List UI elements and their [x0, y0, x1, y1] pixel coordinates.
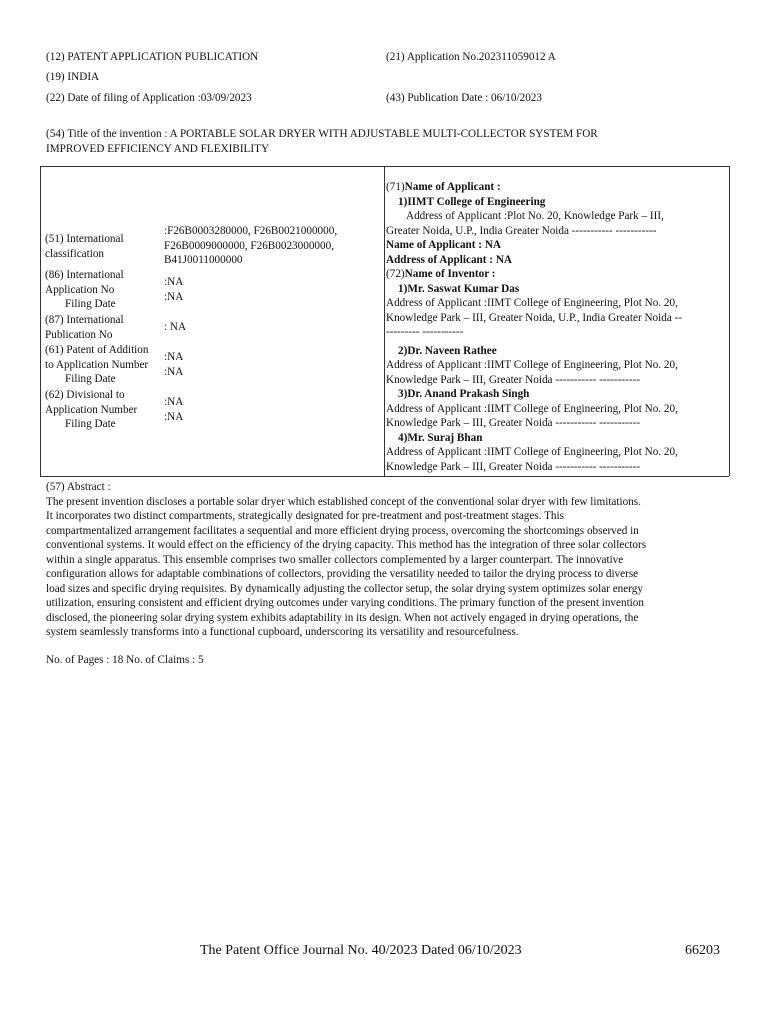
pages-claims: No. of Pages : 18 No. of Claims : 5 — [46, 654, 204, 666]
table-right-border — [729, 166, 730, 476]
applicant-name: 1)IIMT College of Engineering — [398, 195, 546, 208]
inventor-address: Address of Applicant :IIMT College of Engineering, Plot No. 20, — [386, 359, 678, 371]
field-61-value: :NA :NA — [164, 351, 184, 378]
applicant-address-na: Address of Applicant : NA — [386, 253, 512, 266]
inventor-address: Address of Applicant :IIMT College of Engineering, Plot No. 20, — [386, 446, 678, 458]
field-62-value: :NA :NA — [164, 396, 184, 423]
table-divider — [384, 166, 385, 476]
inventor-address: Address of Applicant :IIMT College of Engineering, Plot No. 20, — [386, 297, 678, 309]
inventor-address: Knowledge Park – III, Greater Noida ----------- ----------- — [386, 417, 641, 429]
inventor-name: 4)Mr. Suraj Bhan — [398, 431, 483, 444]
applicant-section: (71)Name of Applicant : 1)IIMT College of Engineering Address of Applicant :Plot No. 20, Knowledge Park – III, Greater Noida, U.P., India Greater Noida ----------- ----------- Name of Applicant : NA Address of Applicant : NA (72)Name of Inventor : 1)Mr. Saswat Kumar Das Address of Applicant :IIMT College of Engineering, Plot No. 20, Knowledge Park – III, Greater Noida, U.P., India Greater Noida -- --------- ----------- 2)Dr. Naveen Rathee Address of Applicant :IIMT College of Engineering, Plot No. 20, Knowledge Park – III, Greater Noida ----------- ----------- 3)Dr. Anand Prakash Singh Address of Applicant :IIMT College of Engineering, Plot No. 20, Knowledge Park – III, Greater Noida ----------- ----------- 4)Mr. Suraj Bhan Address of Applicant :IIMT College of Engineering, Plot No. 20, Knowledge Park – III, Greater Noida ----------- ----------- — [386, 181, 683, 473]
applicant-address-line1: Address of Applicant :Plot No. 20, Knowledge Park – III, — [406, 210, 664, 222]
table-left-border — [40, 166, 41, 476]
country: (19) INDIA — [46, 71, 100, 83]
abstract-label: (57) Abstract : — [46, 481, 111, 493]
inventor-name: 1)Mr. Saswat Kumar Das — [398, 282, 520, 295]
field-86-value: :NA :NA — [164, 276, 184, 303]
publication-type: (12) PATENT APPLICATION PUBLICATION — [46, 51, 259, 63]
inventor-address: Address of Applicant :IIMT College of Engineering, Plot No. 20, — [386, 402, 678, 415]
page-number: 66203 — [685, 943, 720, 958]
applicant-heading: Name of Applicant : — [404, 181, 501, 193]
inventor-address: Knowledge Park – III, Greater Noida ----------- ----------- — [386, 460, 641, 473]
inventor-name: 3)Dr. Anand Prakash Singh — [398, 388, 530, 400]
abstract-section: (57) Abstract : The present invention discloses a portable solar dryer which established concept of the conventional solar dryer with few limitations. It incorporates two distinct compartments, strategically designated for pre-treatment and post-treatment stages. This compartmentalized arrangement facilitates a sequential and more efficient drying process, overcoming the shortcomings observed in conventional systems. It would effect on the efficiency of the drying capacity. This method has the integration of three solar collectors within a single apparatus. This ensemble comprises two smaller collectors complemented by a larger counterpart. The innovative configuration allows for adaptable combinations of collectors, providing the versatility needed to tailor the drying process to diverse load sizes and specific drying requisites. By dynamically adjusting the collector setup, the solar drying system optimizes solar energy utilization, ensuring consistent and efficient drying outcomes under varying conditions. The primary function of the present invention disclosed, the pioneering solar drying system exhibits adaptability in its design. When not actively engaged in drying operations, the system seamlessly transforms into a functional cupboard, underscoring its versatility and resourcefulness. — [46, 481, 647, 638]
inventor-address: Knowledge Park – III, Greater Noida ----------- ----------- — [386, 373, 641, 386]
field-62-label: (62) Divisional to Application Number Filing Date — [45, 389, 138, 430]
field-51-value: :F26B0003280000, F26B0021000000, F26B0009000000, F26B0023000000, B41J0011000000 — [164, 225, 338, 266]
field-51-label: (51) International classification — [45, 233, 124, 260]
inventor-address: --------- ----------- — [386, 326, 464, 338]
field-87-value: : NA — [164, 321, 187, 333]
invention-title-line1: (54) Title of the invention : A PORTABLE SOLAR DRYER WITH ADJUSTABLE MULTI-COLLECTOR SYSTEM FOR — [46, 128, 598, 140]
application-number: (21) Application No.202311059012 A — [386, 51, 556, 63]
inventor-heading: Name of Inventor : — [404, 268, 496, 280]
table-bottom-border — [40, 476, 729, 477]
field-86-label: (86) International Application No Filing Date — [45, 269, 124, 310]
field-61-label: (61) Patent of Addition to Application Number Filing Date — [45, 344, 149, 385]
inventor-name: 2)Dr. Naveen Rathee — [398, 344, 497, 357]
invention-title-line2: IMPROVED EFFICIENCY AND FLEXIBILITY — [46, 143, 270, 155]
filing-date: (22) Date of filing of Application :03/09/2023 — [46, 92, 252, 104]
publication-date: (43) Publication Date : 06/10/2023 — [386, 92, 542, 104]
field-87-label: (87) International Publication No — [45, 314, 124, 341]
journal-footer: The Patent Office Journal No. 40/2023 Dated 06/10/2023 — [200, 943, 522, 958]
applicant-address-line2: Greater Noida, U.P., India Greater Noida ----------- ----------- — [386, 224, 657, 237]
applicant-name-na: Name of Applicant : NA — [386, 239, 501, 251]
inventor-address: Knowledge Park – III, Greater Noida, U.P., India Greater Noida -- — [386, 311, 683, 324]
